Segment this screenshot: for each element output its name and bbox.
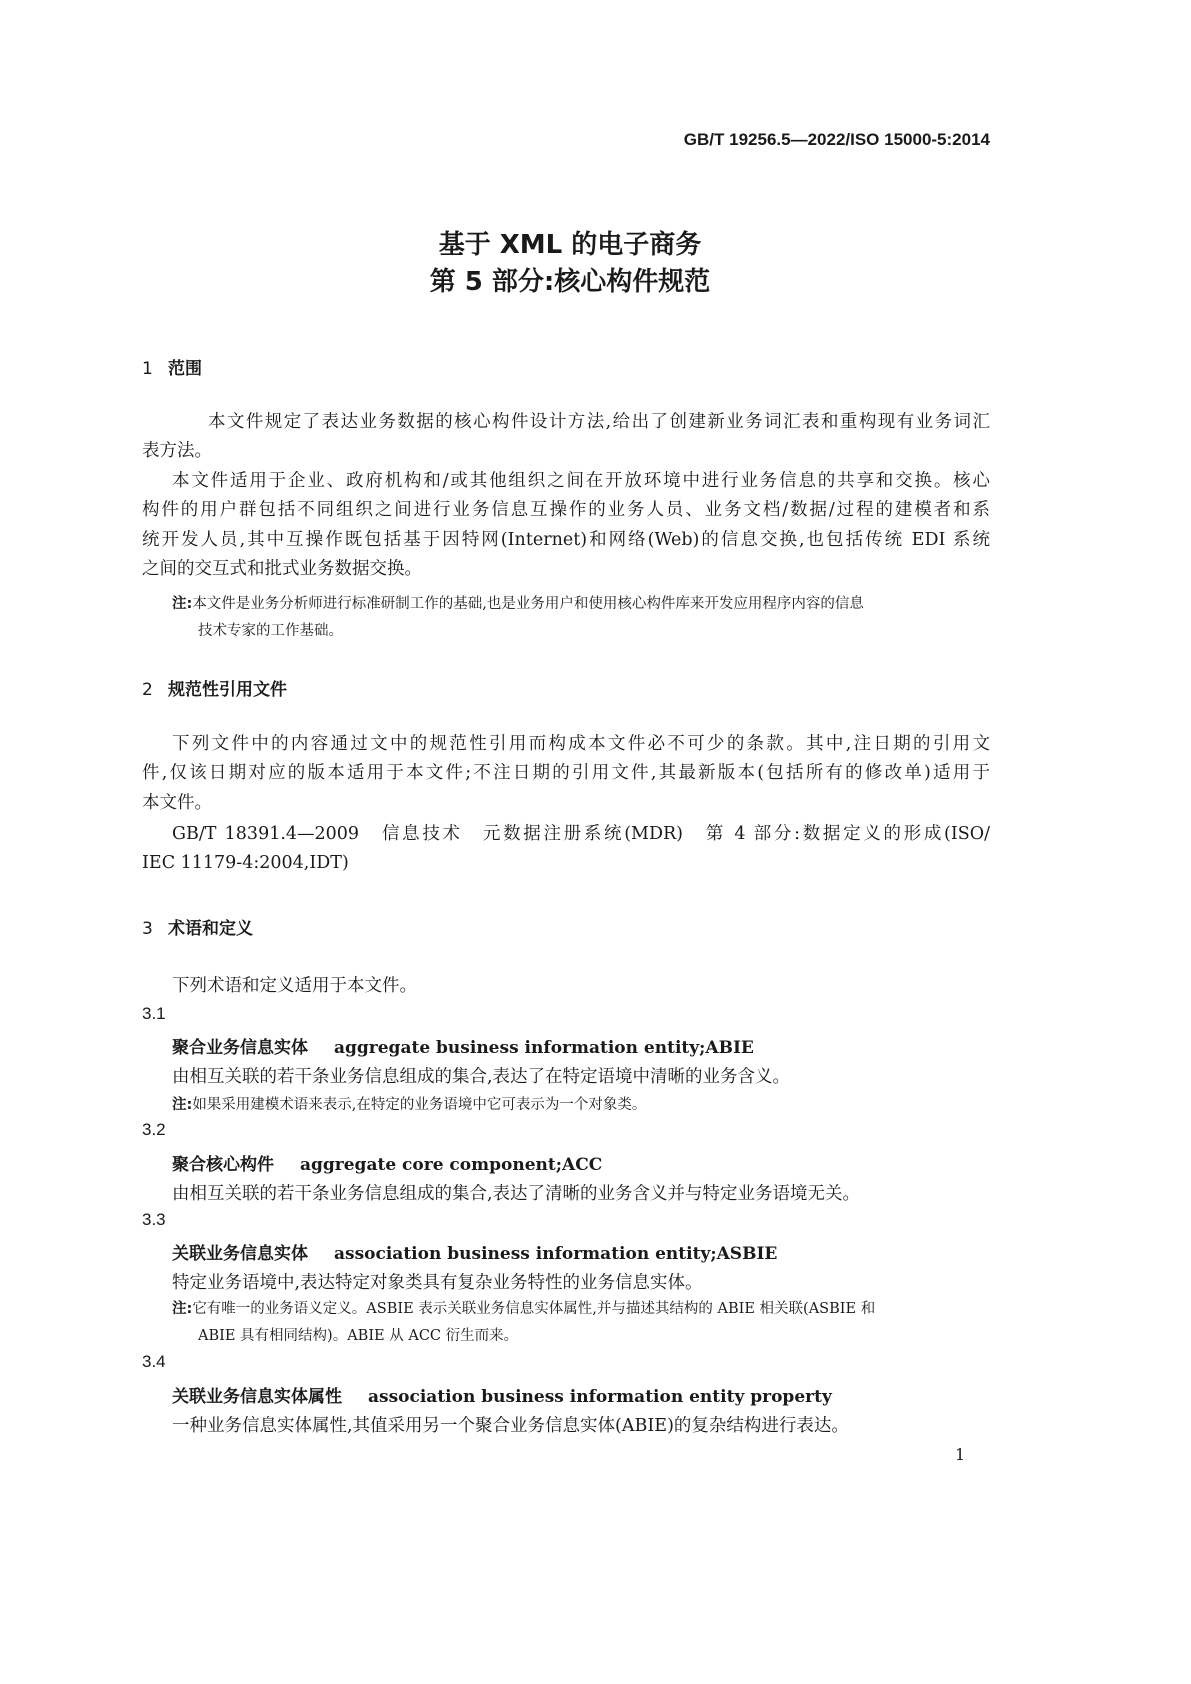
term-number: 3.2	[142, 1120, 166, 1139]
terms-intro: 下列术语和定义适用于本文件。	[172, 976, 417, 996]
page-number: 1	[955, 1445, 966, 1464]
term-entry: 关联业务信息实体属性 association business information entity property	[172, 1387, 832, 1407]
section-heading-scope: 1 范围	[142, 359, 202, 379]
note: 注:如果采用建模术语来表示,在特定的业务语境中它可表示为一个对象类。	[172, 1097, 647, 1113]
document-subtitle: 第 5 部分:核心构件规范	[429, 267, 711, 297]
document-title: 基于 XML 的电子商务	[438, 230, 702, 260]
note: 注:本文件是业务分析师进行标准研制工作的基础,也是业务用户和使用核心构件库来开发应用程序内容的信息 技术专家的工作基础。	[172, 596, 864, 639]
term-number: 3.4	[142, 1352, 166, 1371]
section-heading-normative-references: 2 规范性引用文件	[142, 680, 287, 700]
paragraph: 本文件规定了表达业务数据的核心构件设计方法,给出了创建新业务词汇表和重构现有业务词汇 表方法。	[142, 412, 990, 462]
section-heading-terms: 3 术语和定义	[142, 919, 253, 939]
paragraph: 下列文件中的内容通过文中的规范性引用而构成本文件必不可少的条款。其中,注日期的引用文 件,仅该日期对应的版本适用于本文件;不注日期的引用文件,其最新版本(包括所有的修改单)适用于 本文件。	[142, 734, 990, 813]
term-number: 3.1	[142, 1004, 166, 1023]
term-entry: 关联业务信息实体 association business information entity;ASBIE	[172, 1244, 778, 1264]
term-definition: 由相互关联的若干条业务信息组成的集合,表达了在特定语境中清晰的业务含义。	[172, 1067, 791, 1087]
standard-number-header: GB/T 19256.5—2022/ISO 15000-5:2014	[683, 130, 990, 149]
term-definition: 特定业务语境中,表达特定对象类具有复杂业务特性的业务信息实体。	[172, 1273, 703, 1293]
term-number: 3.3	[142, 1210, 166, 1229]
reference-entry: GB/T 18391.4—2009 信息技术 元数据注册系统(MDR) 第 4 部分:数据定义的形成(ISO/ IEC 11179-4:2004,IDT)	[142, 824, 990, 874]
term-entry: 聚合核心构件 aggregate core component;ACC	[172, 1155, 603, 1175]
term-definition: 一种业务信息实体属性,其值采用另一个聚合业务信息实体(ABIE)的复杂结构进行表达。	[172, 1416, 849, 1436]
note: 注:它有唯一的业务语义定义。ASBIE 表示关联业务信息实体属性,并与描述其结构的 ABIE 相关联(ASBIE 和 ABIE 具有相同结构)。ABIE 从 ACC 衍生而来。	[172, 1301, 876, 1344]
term-entry: 聚合业务信息实体 aggregate business information entity;ABIE	[172, 1038, 754, 1058]
term-definition: 由相互关联的若干条业务信息组成的集合,表达了清晰的业务含义并与特定业务语境无关。	[172, 1184, 861, 1204]
paragraph: 本文件适用于企业、政府机构和/或其他组织之间在开放环境中进行业务信息的共享和交换。核心 构件的用户群包括不同组织之间进行业务信息互操作的业务人员、业务文档/数据/过程的建模者和系 统开发人员,其中互操作既包括基于因特网(Internet)和网络(Web)的信息交换,也包括传统 EDI 系统 之间的交互式和批式业务数据交换。	[142, 471, 990, 579]
